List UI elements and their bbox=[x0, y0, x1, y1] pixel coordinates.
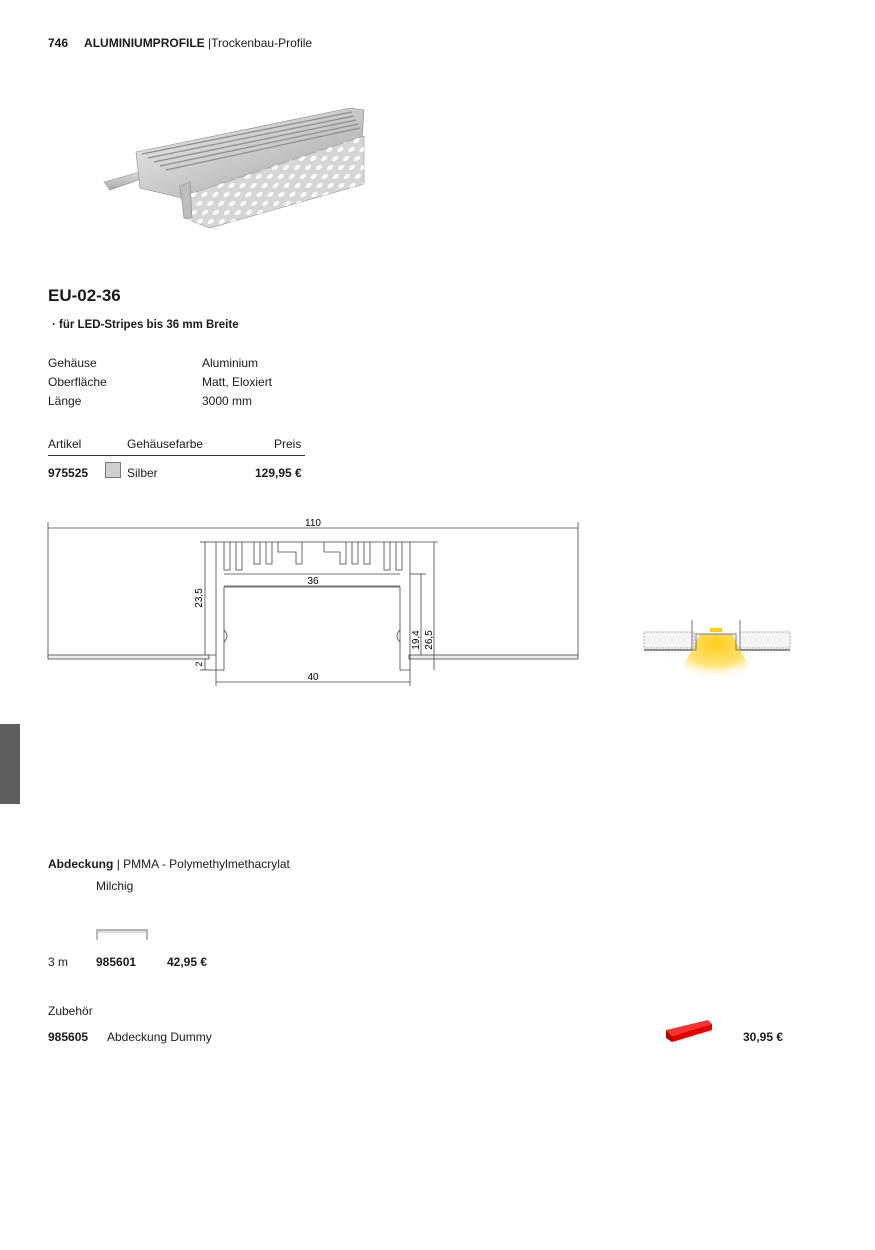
cover-article-number: 985601 bbox=[96, 955, 137, 969]
dim-inner-height: 19,4 bbox=[411, 630, 422, 650]
dim-total-height: 26,5 bbox=[424, 630, 435, 650]
cover-variant: Milchig bbox=[96, 879, 134, 893]
spec-label: Länge bbox=[48, 394, 82, 408]
spec-label: Oberfläche bbox=[48, 375, 107, 389]
table-header-price: Preis bbox=[274, 437, 302, 451]
installation-illustration bbox=[640, 612, 795, 687]
spec-value: Aluminium bbox=[202, 356, 259, 370]
spec-row bbox=[48, 375, 273, 389]
product-feature: · für LED-Stripes bis 36 mm Breite bbox=[52, 319, 239, 331]
table-header-color: Gehäusefarbe bbox=[127, 437, 204, 451]
technical-drawing bbox=[40, 512, 590, 692]
accessory-heading: Zubehör bbox=[48, 1004, 93, 1018]
spec-row bbox=[48, 356, 259, 370]
page-number: 746 bbox=[48, 36, 69, 50]
cover-price: 42,95 € bbox=[167, 955, 208, 969]
spec-value: 3000 mm bbox=[202, 394, 253, 408]
header-separator: | bbox=[208, 36, 212, 50]
dim-flange: 2 bbox=[194, 661, 204, 667]
accessory-product-image bbox=[662, 1016, 716, 1044]
dim-height: 23,5 bbox=[194, 588, 205, 608]
dim-inner-width: 36 bbox=[307, 576, 319, 587]
color-name: Silber bbox=[127, 466, 158, 480]
subcategory-title: Trockenbau-Profile bbox=[211, 36, 313, 50]
spec-row bbox=[48, 394, 253, 408]
spec-label: Gehäuse bbox=[48, 356, 97, 370]
cover-material: PMMA - Polymethylmethacrylat bbox=[123, 857, 290, 871]
table-divider bbox=[48, 455, 305, 456]
dim-base-width: 40 bbox=[307, 672, 319, 683]
profile-product-image bbox=[100, 100, 370, 235]
spec-value: Matt, Eloxiert bbox=[202, 375, 273, 389]
page-header bbox=[48, 36, 312, 50]
cover-heading bbox=[48, 857, 290, 871]
article-price: 129,95 € bbox=[255, 466, 302, 480]
side-tab bbox=[0, 724, 20, 804]
accessory-price: 30,95 € bbox=[743, 1030, 784, 1044]
cover-length: 3 m bbox=[48, 955, 69, 969]
cover-title: Abdeckung bbox=[48, 857, 114, 871]
cover-profile-icon bbox=[94, 926, 150, 942]
color-swatch bbox=[105, 462, 121, 478]
cover-separator: | bbox=[116, 857, 120, 871]
table-header-article: Artikel bbox=[48, 437, 82, 451]
article-number: 975525 bbox=[48, 466, 89, 480]
product-title: EU-02-36 bbox=[48, 286, 121, 305]
accessory-article-number: 985605 bbox=[48, 1030, 89, 1044]
category-title: ALUMINIUMPROFILE bbox=[84, 36, 205, 50]
dim-width: 110 bbox=[305, 518, 321, 529]
accessory-name: Abdeckung Dummy bbox=[107, 1030, 212, 1044]
